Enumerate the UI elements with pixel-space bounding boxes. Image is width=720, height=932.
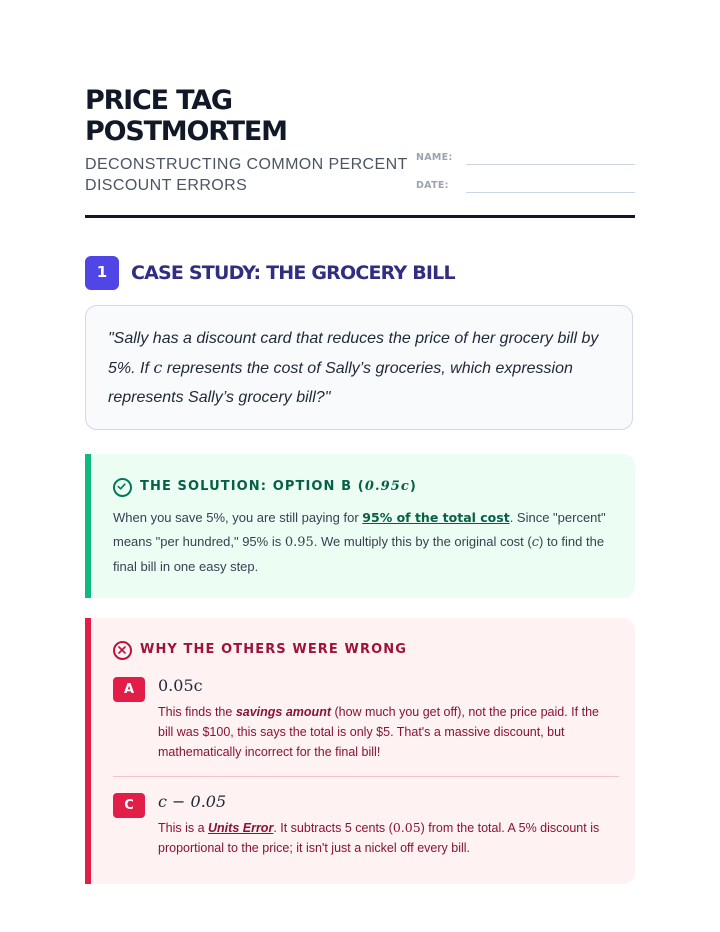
- option-a-explanation: [158, 702, 608, 762]
- date-label: DATE:: [416, 180, 449, 191]
- option-c-body-part3: ) from the total. A 5% discount is proportional to the price; it isn't just a nickel off every bill.: [158, 821, 600, 855]
- date-field[interactable]: [416, 177, 635, 197]
- solution-body-part4: ) to find the final bill in one easy step.: [113, 534, 605, 574]
- wrong-answers-card: [85, 618, 635, 884]
- option-c-value: 0.05: [392, 820, 421, 835]
- solution-heading-suffix: ): [409, 479, 417, 494]
- option-c-body-part2: . It subtracts 5 cents (: [273, 821, 393, 835]
- solution-highlight: 95% of the total cost: [362, 510, 510, 525]
- option-a-body-part1: This finds the: [158, 705, 236, 719]
- solution-heading: [140, 479, 417, 494]
- wrong-answers-heading: WHY THE OTHERS WERE WRONG: [140, 642, 407, 657]
- option-c-expr-text: c − 0.05: [158, 792, 227, 811]
- name-field[interactable]: [416, 149, 635, 169]
- x-circle-icon: [113, 641, 132, 660]
- section-heading: [85, 256, 635, 292]
- problem-text-part2: represents the cost of Sally’s groceries, which expression represents Sally’s grocery bill?": [108, 360, 573, 406]
- problem-card: [85, 305, 633, 430]
- solution-explanation: [113, 506, 613, 579]
- option-c-badge: C: [113, 793, 145, 818]
- solution-card: [85, 454, 635, 598]
- problem-text: [108, 324, 610, 412]
- option-a-expr-text: 0.05c: [158, 676, 203, 695]
- name-line[interactable]: [466, 164, 635, 165]
- problem-variable: c: [153, 358, 163, 377]
- option-c-expression: [158, 792, 226, 811]
- solution-variable: c: [531, 535, 540, 550]
- section-title: CASE STUDY: THE GROCERY BILL: [131, 262, 455, 284]
- option-c-explanation: [158, 818, 608, 858]
- section-number-badge: 1: [85, 256, 119, 290]
- option-a-badge: A: [113, 677, 145, 702]
- problem-text-part1: "Sally has a discount card that reduces the price of her grocery bill by 5%. If: [108, 330, 599, 377]
- option-a-expression: [158, 676, 203, 695]
- header: [85, 85, 635, 220]
- name-label: NAME:: [416, 152, 453, 163]
- option-c-body-part1: This is a: [158, 821, 209, 835]
- solution-body-part1: When you save 5%, you are still paying for: [113, 510, 363, 525]
- solution-heading-expr: 0.95c: [364, 479, 410, 494]
- solution-heading-prefix: THE SOLUTION: OPTION B (: [140, 479, 365, 494]
- check-circle-icon: [113, 478, 132, 497]
- option-c-emphasis: Units Error: [208, 821, 274, 835]
- solution-body-part3: . We multiply this by the original cost (: [313, 534, 532, 549]
- page-title: PRICE TAG POSTMORTEM: [85, 85, 287, 147]
- date-line[interactable]: [466, 192, 635, 193]
- solution-value: 0.95: [284, 535, 314, 550]
- option-a-body-part2: (how much you get off), not the price paid. If the bill was $100, this says the total is only $5. That's a massive discount, but mathematically incorrect for the final bill!: [158, 705, 599, 759]
- page-subtitle: DECONSTRUCTING COMMON PERCENT DISCOUNT ERRORS: [85, 156, 408, 194]
- options-divider: [113, 776, 619, 777]
- solution-body-part2: . Since "percent" means "per hundred," 95% is: [113, 510, 606, 549]
- option-a-emphasis: savings amount: [235, 705, 331, 719]
- header-divider: [85, 215, 635, 218]
